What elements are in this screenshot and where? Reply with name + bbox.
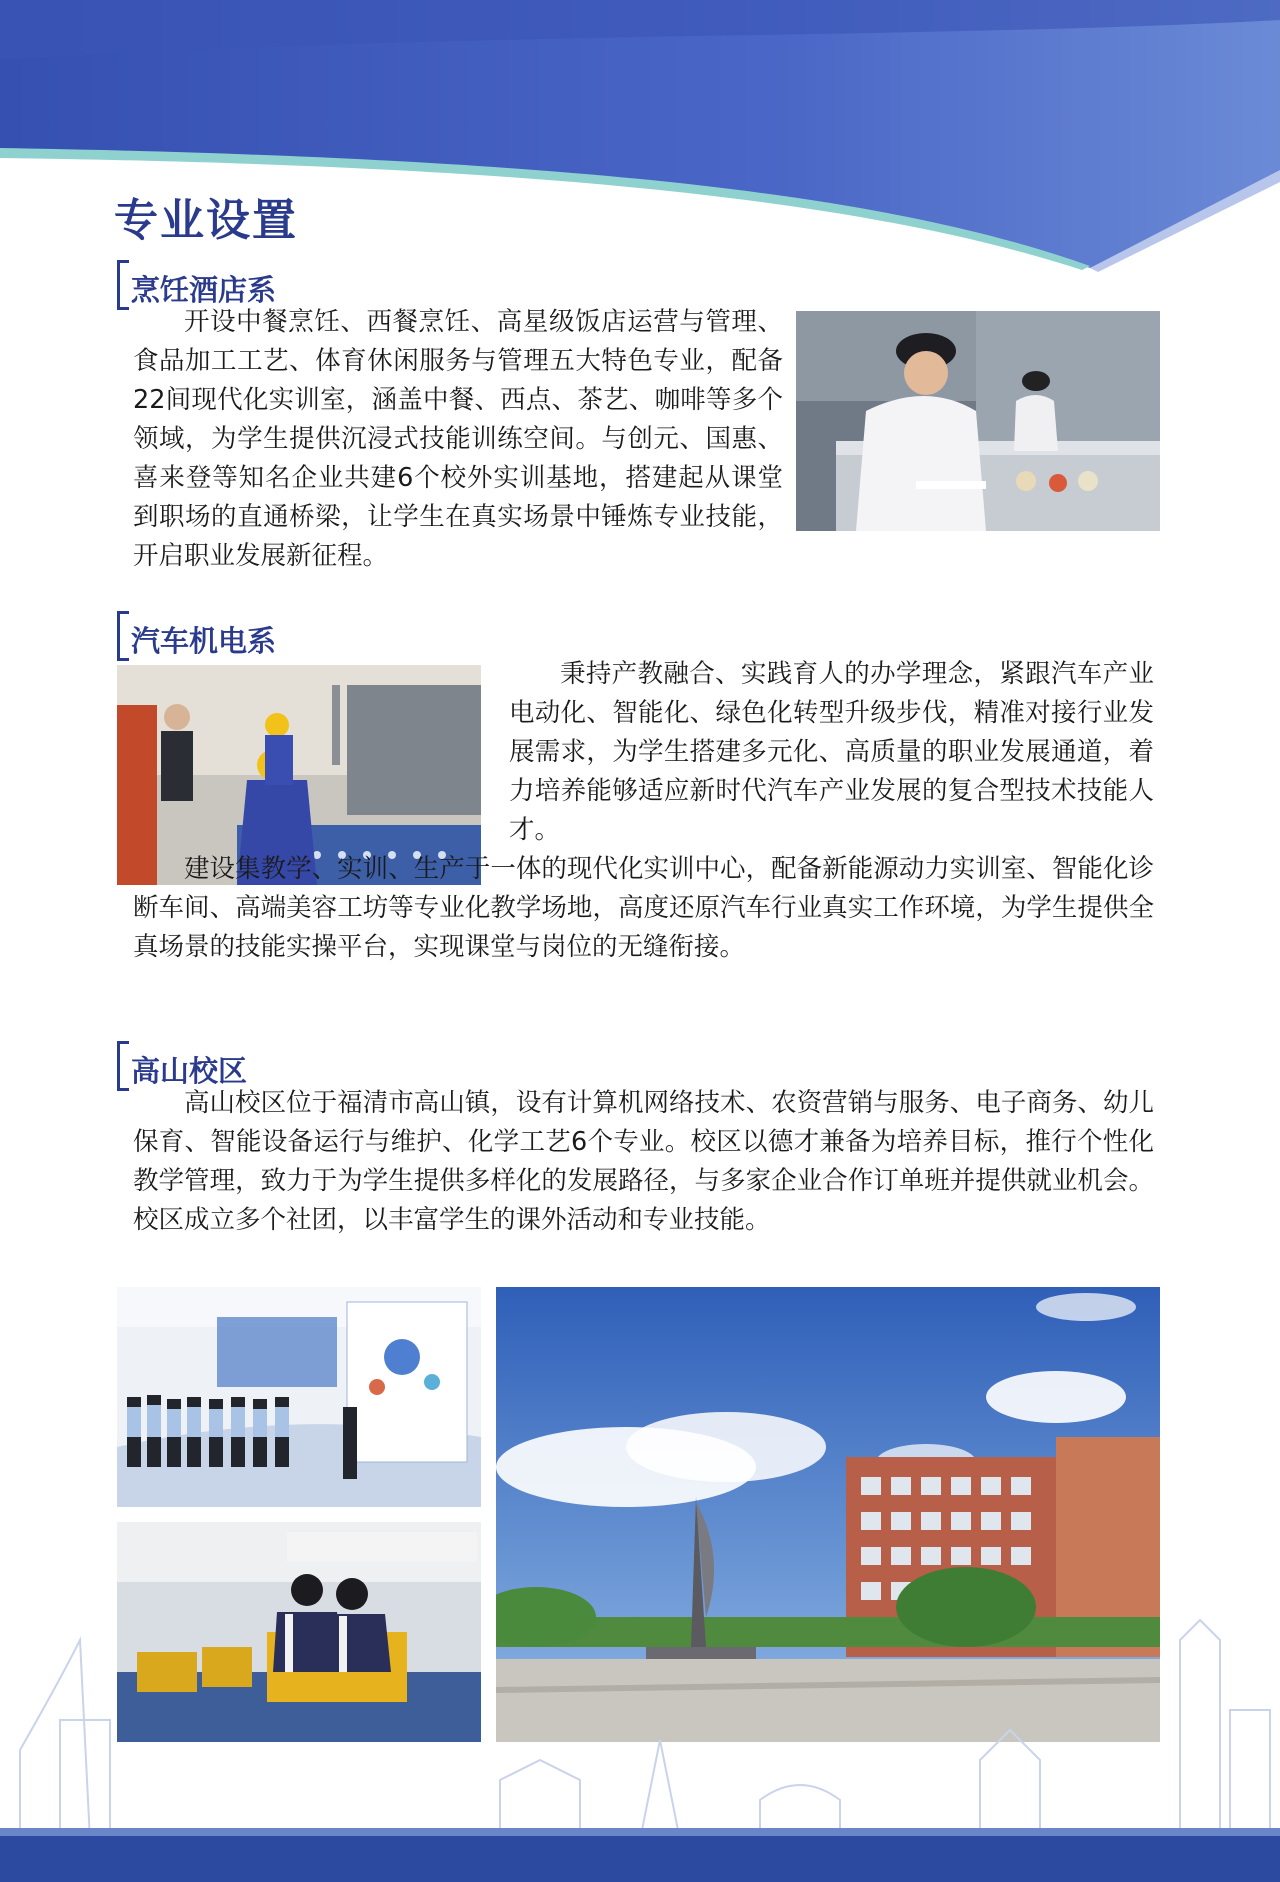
footer-stripe xyxy=(0,1828,1280,1836)
heading-bracket xyxy=(117,1041,129,1091)
section-heading-label: 烹饪酒店系 xyxy=(131,273,277,307)
skyline-decoration xyxy=(0,1600,1280,1840)
section-heading-label: 高山校区 xyxy=(131,1054,248,1088)
section-heading-auto xyxy=(117,611,317,661)
heading-bracket xyxy=(117,611,129,661)
section-heading-label: 汽车机电系 xyxy=(131,624,277,658)
page-title: 专业设置 xyxy=(114,195,298,246)
footer-bar xyxy=(0,1828,1280,1882)
cooking-paragraph: 开设中餐烹饪、西餐烹饪、高星级饭店运营与管理、食品加工工艺、体育休闲服务与管理五大特色专业，配备22间现代化实训室，涵盖中餐、西点、茶艺、咖啡等多个领域，为学生提供沉浸式技能训练空间。与创元、国惠、喜来登等知名企业共建6个校外实训基地，搭建起从课堂到职场的直通桥梁，让学生在真实场景中锤炼专业技能，开启职业发展新征程。 xyxy=(133,307,783,571)
auto-paragraph-1: 秉持产教融合、实践育人的办学理念，紧跟汽车产业电动化、智能化、绿色化转型升级步伐，精准对接行业发展需求，为学生搭建多元化、高质量的职业发展通道，着力培养能够适应新时代汽车产业发展的复合型技术技能人才。 xyxy=(509,659,1154,845)
cooking-class-photo xyxy=(796,311,1160,531)
heading-bracket xyxy=(117,260,129,310)
exhibition-hall-photo xyxy=(117,1287,481,1507)
gaoshan-paragraph: 高山校区位于福清市高山镇，设有计算机网络技术、农资营销与服务、电子商务、幼儿保育、智能设备运行与维护、化学工艺6个专业。校区以德才兼备为培养目标，推行个性化教学管理，致力于为学生提供多样化的发展路径，与多家企业合作订单班并提供就业机会。校区成立多个社团，以丰富学生的课外活动和专业技能。 xyxy=(133,1088,1154,1235)
auto-paragraph-2: 建设集教学、实训、生产于一体的现代化实训中心，配备新能源动力实训室、智能化诊断车间、高端美容工坊等专业化教学场地，高度还原汽车行业真实工作环境，为学生提供全真场景的技能实操平台，实现课堂与岗位的无缝衔接。 xyxy=(133,854,1154,962)
